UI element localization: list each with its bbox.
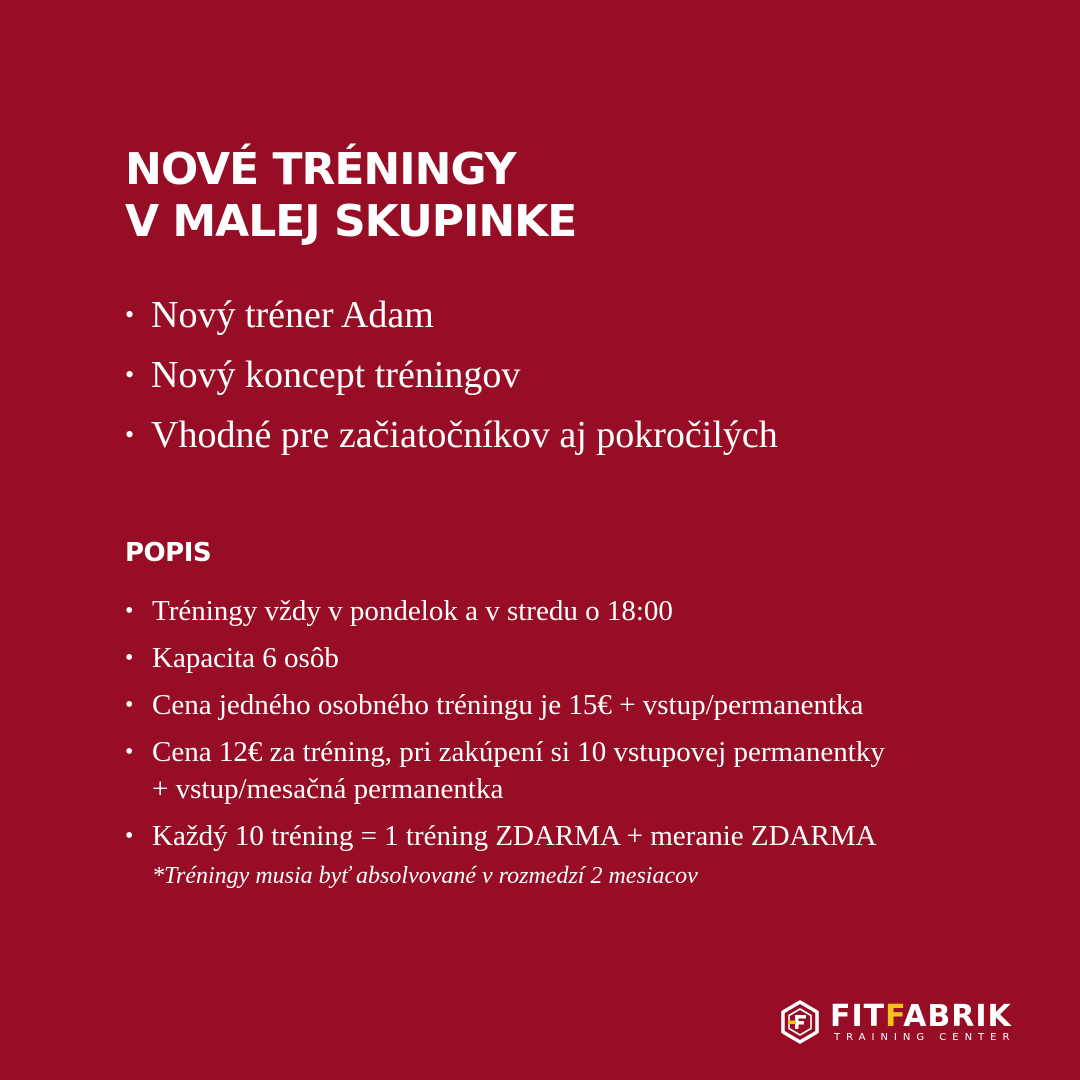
highlight-item: • Nový koncept tréningov xyxy=(125,352,778,398)
description-item: • Tréningy vždy v pondelok a v stredu o 18:00 xyxy=(125,593,885,630)
highlight-item: • Nový tréner Adam xyxy=(125,292,778,338)
logo-wordmark xyxy=(830,1000,1012,1034)
description-item xyxy=(125,818,885,893)
description-title: POPIS xyxy=(125,538,212,568)
fitfabrik-logo xyxy=(778,998,1040,1050)
logo-name-accent: F xyxy=(885,999,904,1034)
logo-name-part: FIT xyxy=(830,999,886,1034)
headline-line-1: NOVÉ TRÉNINGY xyxy=(125,144,516,195)
headline-line-2: V MALEJ SKUPINKE xyxy=(125,196,577,247)
description-item: • Cena jedného osobného tréningu je 15€ + vstup/permanentka xyxy=(125,687,885,724)
description-list xyxy=(125,593,885,903)
logo-name-part: ABRIK xyxy=(903,999,1012,1034)
highlights-list xyxy=(125,292,778,472)
headline xyxy=(125,144,576,248)
logo-subtitle: TRAINING CENTER xyxy=(834,1032,1016,1043)
description-item xyxy=(125,734,885,808)
description-item-line: • Každý 10 tréning = 1 tréning ZDARMA + meranie ZDARMA xyxy=(152,820,877,852)
description-item: • Kapacita 6 osôb xyxy=(125,640,885,677)
fitfabrik-hexagon-logo-icon xyxy=(778,1000,822,1044)
highlight-item: • Vhodné pre začiatočníkov aj pokročilých xyxy=(125,412,778,458)
description-item-line: + vstup/mesačná permanentka xyxy=(152,773,504,805)
description-note: *Tréningy musia byť absolvované v rozmedzí 2 mesiacov xyxy=(152,863,698,889)
description-item-line: • Cena 12€ za tréning, pri zakúpení si 10 vstupovej permanentky xyxy=(152,736,885,768)
